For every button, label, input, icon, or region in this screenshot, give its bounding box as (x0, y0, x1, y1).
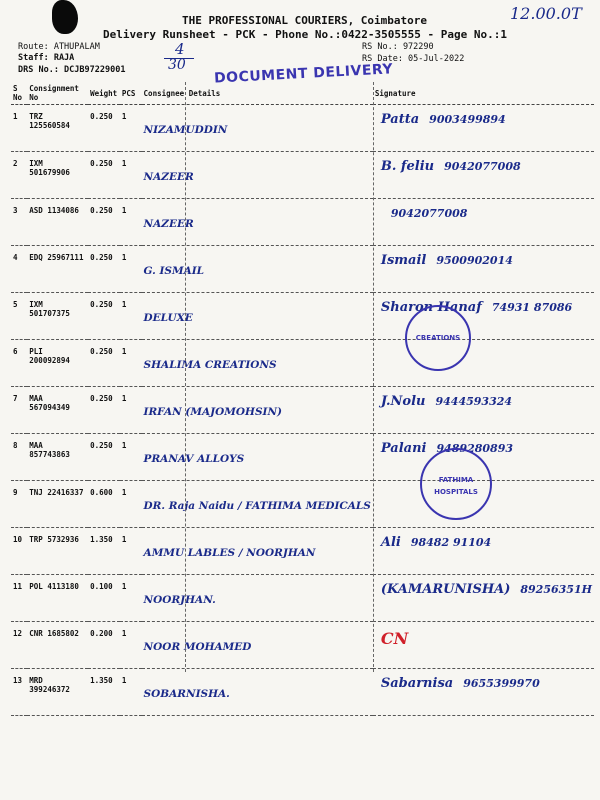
row-signature (373, 199, 594, 246)
row-pcs: 1 (120, 669, 142, 716)
consignee-handwriting: SOBARNISHA. (143, 688, 230, 700)
row-weight: 0.250 (88, 152, 120, 199)
scan-artifact (52, 0, 78, 34)
row-sno: 5 (11, 293, 27, 340)
table-header-row (11, 82, 594, 105)
row-consignee (142, 528, 373, 575)
signature-handwriting: CN (380, 629, 409, 648)
row-consignee (142, 246, 373, 293)
row-consignee (142, 340, 373, 387)
row-pcs: 1 (120, 387, 142, 434)
row-signature (373, 669, 594, 716)
staff: Staff: RAJA (18, 53, 75, 63)
signature-handwriting: B. feliu (380, 159, 435, 174)
row-consignment-no: CNR 1685802 (27, 622, 88, 669)
row-pcs: 1 (120, 622, 142, 669)
row-consignment-no: TNJ 22416337 (27, 481, 88, 528)
row-sno: 2 (11, 152, 27, 199)
fraction-bottom: 30 (168, 57, 186, 73)
handwritten-time: 12.00.0T (510, 4, 582, 23)
row-weight: 1.350 (88, 528, 120, 575)
row-consignment-no: MAA 857743863 (27, 434, 88, 481)
table-row (11, 293, 594, 340)
row-pcs: 1 (120, 105, 142, 152)
consignee-handwriting: DELUXE (143, 312, 193, 324)
signature-handwriting: Sabarnisa (380, 676, 454, 691)
row-weight: 0.600 (88, 481, 120, 528)
rs-date: RS Date: 05-Jul-2022 (362, 54, 465, 64)
signature-phone-note: 89256351H (520, 583, 592, 596)
row-pcs: 1 (120, 434, 142, 481)
signature-handwriting: Ismail (380, 253, 427, 268)
row-consignment-no: ASD 1134086 (27, 199, 88, 246)
signature-phone-note: 9003499894 (429, 113, 506, 126)
row-pcs: 1 (120, 199, 142, 246)
row-consignment-no: EDQ 25967111 (27, 246, 88, 293)
table-row (11, 246, 594, 293)
row-consignment-no: TRP 5732936 (27, 528, 88, 575)
row-sno: 9 (11, 481, 27, 528)
row-pcs: 1 (120, 246, 142, 293)
row-weight: 0.250 (88, 199, 120, 246)
col-signature: Signature (373, 82, 594, 105)
row-consignment-no: PLI 200092894 (27, 340, 88, 387)
signature-phone-note: 9042077008 (390, 207, 468, 220)
row-sno: 12 (11, 622, 27, 669)
row-pcs: 1 (120, 152, 142, 199)
row-consignee (142, 434, 373, 481)
row-weight: 0.250 (88, 387, 120, 434)
company-title: THE PROFESSIONAL COURIERS, Coimbatore (182, 14, 428, 27)
row-consignee (142, 199, 373, 246)
signature-phone-note: 9042077008 (444, 160, 521, 173)
row-signature (373, 528, 594, 575)
row-signature (373, 387, 594, 434)
signature-phone-note: 9655399970 (463, 677, 540, 690)
row-consignee (142, 575, 373, 622)
signature-phone-note: 9500902014 (436, 254, 513, 267)
col-sno: S No (11, 82, 27, 105)
col-weight: Weight (88, 82, 120, 105)
table-row (11, 199, 594, 246)
row-weight: 0.250 (88, 340, 120, 387)
row-sno: 7 (11, 387, 27, 434)
row-sno: 3 (11, 199, 27, 246)
row-weight: 0.100 (88, 575, 120, 622)
row-consignee (142, 152, 373, 199)
row-signature (373, 152, 594, 199)
column-divider (373, 82, 374, 672)
table-row (11, 434, 594, 481)
row-sno: 1 (11, 105, 27, 152)
route: Route: ATHUPALAM (18, 42, 100, 52)
row-consignment-no: MRD 399246372 (27, 669, 88, 716)
row-sno: 4 (11, 246, 27, 293)
row-consignment-no: TRZ 125560584 (27, 105, 88, 152)
consignee-handwriting: IRFAN (MAJOMOHSIN) (143, 406, 283, 418)
fathima-hospitals-seal-text: FATHIMA HOSPITALS (434, 476, 478, 496)
signature-phone-note: 9489280893 (436, 442, 514, 455)
consignee-handwriting: SHALIMA CREATIONS (143, 359, 277, 371)
table-row (11, 622, 594, 669)
table-row (11, 481, 594, 528)
row-weight: 0.250 (88, 246, 120, 293)
runsheet-subtitle: Delivery Runsheet - PCK - Phone No.:0422-3505555 - Page No.:1 (103, 28, 507, 41)
row-signature (373, 105, 594, 152)
table-row (11, 105, 594, 152)
row-sno: 13 (11, 669, 27, 716)
consignee-handwriting: G. ISMAIL (143, 265, 205, 277)
row-consignee (142, 293, 373, 340)
row-consignee (142, 387, 373, 434)
consignee-handwriting: NIZAMUDDIN (143, 124, 228, 136)
signature-handwriting: J.Nolu (380, 394, 426, 409)
table-row (11, 387, 594, 434)
drs-number: DRS No.: DCJB97229001 (18, 65, 126, 75)
row-signature (373, 575, 594, 622)
table-row (11, 528, 594, 575)
row-consignee (142, 669, 373, 716)
row-pcs: 1 (120, 575, 142, 622)
row-sno: 10 (11, 528, 27, 575)
signature-handwriting: (KAMARUNISHA) (380, 582, 511, 597)
table-row (11, 152, 594, 199)
col-consignment: Consignment No (27, 82, 88, 105)
row-signature (373, 246, 594, 293)
row-pcs: 1 (120, 481, 142, 528)
row-sno: 8 (11, 434, 27, 481)
table-row (11, 669, 594, 716)
creations-seal (405, 305, 471, 371)
row-weight: 1.350 (88, 669, 120, 716)
signature-handwriting: Palani (380, 441, 427, 456)
signature-phone-note: 74931 87086 (491, 301, 573, 314)
col-consignee: Consignee Details (142, 82, 373, 105)
row-weight: 0.200 (88, 622, 120, 669)
column-divider (185, 82, 186, 672)
consignee-handwriting: PRANAV ALLOYS (143, 453, 245, 465)
consignee-handwriting: DR. Raja Naidu / FATHIMA MEDICALS (143, 500, 371, 512)
row-weight: 0.250 (88, 434, 120, 481)
signature-handwriting: Ali (380, 535, 401, 550)
table-row (11, 575, 594, 622)
row-weight: 0.250 (88, 293, 120, 340)
row-consignee (142, 481, 373, 528)
consignee-handwriting: AMMU LABLES / NOORJHAN (143, 547, 316, 559)
signature-phone-note: 98482 91104 (410, 536, 492, 549)
signature-handwriting: Patta (380, 112, 420, 127)
row-pcs: 1 (120, 340, 142, 387)
document-delivery-stamp: DOCUMENT DELIVERY (213, 61, 394, 87)
row-sno: 11 (11, 575, 27, 622)
row-consignment-no: MAA 567094349 (27, 387, 88, 434)
row-pcs: 1 (120, 528, 142, 575)
row-sno: 6 (11, 340, 27, 387)
consignee-handwriting: NOOR MOHAMED (143, 641, 252, 653)
creations-seal-text: CREATIONS (415, 334, 461, 342)
row-consignment-no: IXM 501679906 (27, 152, 88, 199)
rs-number: RS No.: 972290 (362, 42, 434, 52)
runsheet-table (11, 82, 594, 716)
col-pcs: PCS (120, 82, 142, 105)
consignee-handwriting: NOORJHAN. (143, 594, 216, 606)
row-consignment-no: IXM 501707375 (27, 293, 88, 340)
consignee-handwriting: NAZEER (143, 171, 194, 183)
signature-phone-note: 9444593324 (435, 395, 513, 408)
fathima-hospitals-seal (420, 448, 492, 520)
row-consignment-no: POL 4113180 (27, 575, 88, 622)
row-weight: 0.250 (88, 105, 120, 152)
consignee-handwriting: NAZEER (143, 218, 194, 230)
row-consignee (142, 105, 373, 152)
row-consignee (142, 622, 373, 669)
fraction-top: 4 (175, 40, 185, 58)
signature-handwriting: Sharon Hanaf (380, 300, 482, 315)
row-signature (373, 622, 594, 669)
table-row (11, 340, 594, 387)
row-pcs: 1 (120, 293, 142, 340)
